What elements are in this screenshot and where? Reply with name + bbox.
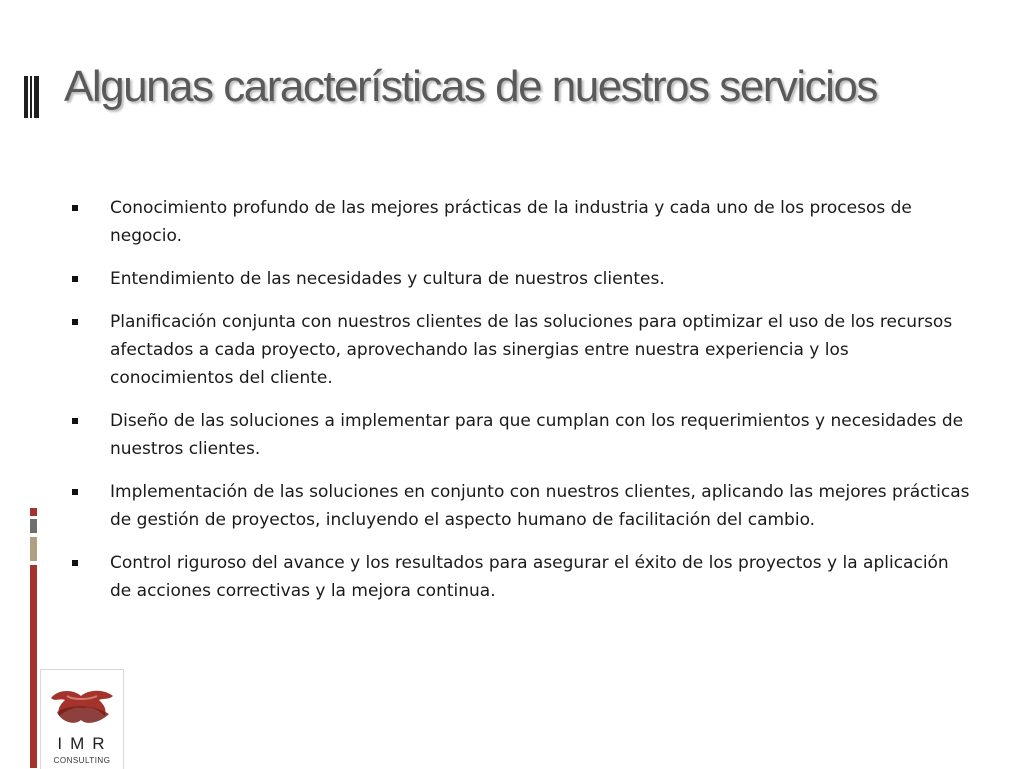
list-item bbox=[72, 308, 972, 392]
accent-segment-red bbox=[30, 565, 37, 768]
bullet-text: Control riguroso del avance y los resultados para asegurar el éxito de los proyectos y la aplicación de acciones correctivas y la mejora continua. bbox=[110, 553, 949, 601]
slide-title: Algunas características de nuestros servicios bbox=[64, 62, 877, 111]
bullet-list bbox=[72, 194, 972, 620]
accent-segment-tan bbox=[30, 537, 37, 561]
bullet-icon bbox=[72, 276, 78, 282]
logo-name: IMR bbox=[57, 734, 113, 753]
list-item bbox=[72, 549, 972, 605]
bullet-text: Diseño de las soluciones a implementar para que cumplan con los requerimientos y necesidades de nuestros clientes. bbox=[110, 411, 964, 459]
bullet-icon bbox=[72, 489, 78, 495]
list-item bbox=[72, 407, 972, 463]
company-logo bbox=[40, 669, 124, 769]
bullet-icon bbox=[72, 560, 78, 566]
bullet-icon bbox=[72, 418, 78, 424]
accent-segment-red-top bbox=[30, 508, 37, 516]
bullet-icon bbox=[72, 319, 78, 325]
bullet-icon bbox=[72, 205, 78, 211]
left-accent-bar bbox=[30, 0, 37, 768]
list-item bbox=[72, 478, 972, 534]
bullet-text: Implementación de las soluciones en conjunto con nuestros clientes, aplicando las mejores prácticas de gestión de proyectos, incluyendo el aspecto humano de facilitación del cambio. bbox=[110, 482, 970, 530]
list-item bbox=[72, 194, 972, 250]
imr-logo-icon bbox=[47, 686, 117, 728]
bullet-text: Entendimiento de las necesidades y cultura de nuestros clientes. bbox=[110, 269, 665, 289]
bullet-text: Planificación conjunta con nuestros clientes de las soluciones para optimizar el uso de los recursos afectados a cada proyecto, aprovechando las sinergias entre nuestra experiencia y los conocimientos del cliente. bbox=[110, 312, 953, 388]
accent-segment-gray bbox=[30, 519, 37, 533]
bullet-text: Conocimiento profundo de las mejores prácticas de la industria y cada uno de los procesos de negocio. bbox=[110, 198, 912, 246]
logo-tagline: CONSULTING bbox=[53, 756, 111, 765]
list-item bbox=[72, 265, 972, 293]
